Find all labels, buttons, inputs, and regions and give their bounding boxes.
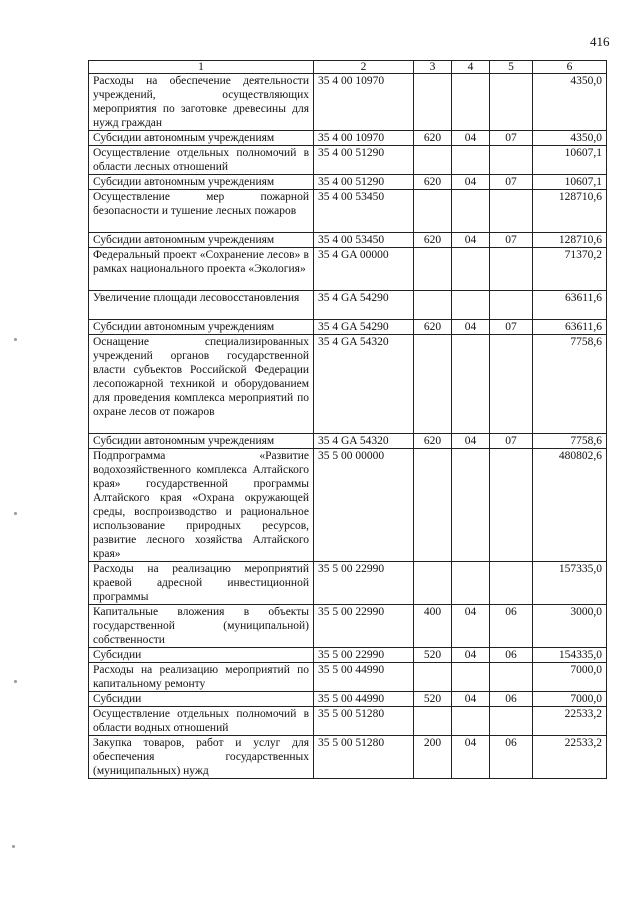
table-row bbox=[89, 648, 607, 663]
subsection-code bbox=[490, 74, 533, 131]
amount: 22533,2 bbox=[533, 707, 607, 736]
expense-type bbox=[414, 449, 452, 562]
row-name: Капитальные вложения в объекты государственной (муниципальной) собственности bbox=[89, 605, 314, 648]
row-name: Субсидии автономным учреждениям bbox=[89, 320, 314, 335]
amount: 3000,0 bbox=[533, 605, 607, 648]
expense-type bbox=[414, 562, 452, 605]
table-row bbox=[89, 320, 607, 335]
row-name: Субсидии bbox=[89, 692, 314, 707]
header-row bbox=[89, 61, 607, 74]
budget-code: 35 4 00 53450 bbox=[314, 190, 414, 233]
row-name: Расходы на реализацию мероприятий краевой адресной инвестиционной программы bbox=[89, 562, 314, 605]
budget-code: 35 4 GA 00000 bbox=[314, 248, 414, 291]
subsection-code: 06 bbox=[490, 736, 533, 779]
amount: 63611,6 bbox=[533, 320, 607, 335]
expense-type bbox=[414, 335, 452, 434]
expense-type: 620 bbox=[414, 233, 452, 248]
table-row bbox=[89, 233, 607, 248]
expense-type: 620 bbox=[414, 434, 452, 449]
row-name: Субсидии bbox=[89, 648, 314, 663]
row-name: Увеличение площади лесовосстановления bbox=[89, 291, 314, 320]
subsection-code bbox=[490, 146, 533, 175]
row-name: Закупка товаров, работ и услуг для обеспечения государственных (муниципальных) нужд bbox=[89, 736, 314, 779]
table-row bbox=[89, 736, 607, 779]
header-cell: 6 bbox=[533, 61, 607, 74]
table-row bbox=[89, 131, 607, 146]
expense-type: 400 bbox=[414, 605, 452, 648]
budget-code: 35 5 00 44990 bbox=[314, 692, 414, 707]
table-row bbox=[89, 562, 607, 605]
budget-code: 35 5 00 00000 bbox=[314, 449, 414, 562]
amount: 10607,1 bbox=[533, 146, 607, 175]
expense-type bbox=[414, 248, 452, 291]
section-code: 04 bbox=[452, 648, 490, 663]
table-row bbox=[89, 248, 607, 291]
expense-type: 200 bbox=[414, 736, 452, 779]
table-row bbox=[89, 707, 607, 736]
subsection-code bbox=[490, 449, 533, 562]
budget-code: 35 5 00 44990 bbox=[314, 663, 414, 692]
subsection-code bbox=[490, 663, 533, 692]
table-row bbox=[89, 605, 607, 648]
section-code bbox=[452, 190, 490, 233]
section-code: 04 bbox=[452, 692, 490, 707]
subsection-code bbox=[490, 707, 533, 736]
expense-type bbox=[414, 146, 452, 175]
expense-type: 520 bbox=[414, 692, 452, 707]
row-name: Расходы на реализацию мероприятий по капитальному ремонту bbox=[89, 663, 314, 692]
table-row bbox=[89, 335, 607, 434]
table-row bbox=[89, 291, 607, 320]
amount: 7000,0 bbox=[533, 663, 607, 692]
expense-type bbox=[414, 190, 452, 233]
amount: 4350,0 bbox=[533, 131, 607, 146]
section-code bbox=[452, 707, 490, 736]
row-name: Субсидии автономным учреждениям bbox=[89, 434, 314, 449]
section-code bbox=[452, 74, 490, 131]
table-row bbox=[89, 692, 607, 707]
expense-type: 520 bbox=[414, 648, 452, 663]
row-name: Субсидии автономным учреждениям bbox=[89, 131, 314, 146]
amount: 7758,6 bbox=[533, 335, 607, 434]
expense-type bbox=[414, 291, 452, 320]
row-name: Осуществление мер пожарной безопасности и тушение лесных пожаров bbox=[89, 190, 314, 233]
expense-type bbox=[414, 663, 452, 692]
row-name: Подпрограмма «Развитие водохозяйственного комплекса Алтайского края» государственной программы Алтайского края «Охрана окружающей среды, воспроизводство и рациональное использование природных ресурсов, развитие лесного хозяйства Алтайского края» bbox=[89, 449, 314, 562]
row-name: Оснащение специализированных учреждений органов государственной власти субъектов Российской Федерации лесопожарной техникой и оборудованием для проведения комплекса мероприятий по охране лесов от пожаров bbox=[89, 335, 314, 434]
budget-code: 35 4 GA 54290 bbox=[314, 291, 414, 320]
budget-code: 35 4 GA 54320 bbox=[314, 335, 414, 434]
row-name: Осуществление отдельных полномочий в области водных отношений bbox=[89, 707, 314, 736]
budget-code: 35 5 00 22990 bbox=[314, 562, 414, 605]
section-code: 04 bbox=[452, 736, 490, 779]
budget-code: 35 4 00 51290 bbox=[314, 146, 414, 175]
subsection-code: 07 bbox=[490, 320, 533, 335]
budget-code: 35 5 00 51280 bbox=[314, 707, 414, 736]
table-row bbox=[89, 449, 607, 562]
amount: 7758,6 bbox=[533, 434, 607, 449]
subsection-code: 07 bbox=[490, 131, 533, 146]
section-code bbox=[452, 248, 490, 291]
budget-code: 35 4 00 10970 bbox=[314, 74, 414, 131]
section-code: 04 bbox=[452, 131, 490, 146]
budget-code: 35 5 00 22990 bbox=[314, 648, 414, 663]
amount: 10607,1 bbox=[533, 175, 607, 190]
header-cell: 3 bbox=[414, 61, 452, 74]
amount: 154335,0 bbox=[533, 648, 607, 663]
budget-code: 35 4 00 51290 bbox=[314, 175, 414, 190]
budget-code: 35 5 00 51280 bbox=[314, 736, 414, 779]
section-code: 04 bbox=[452, 175, 490, 190]
table-row bbox=[89, 175, 607, 190]
amount: 480802,6 bbox=[533, 449, 607, 562]
expense-type bbox=[414, 74, 452, 131]
header-cell: 5 bbox=[490, 61, 533, 74]
row-name: Осуществление отдельных полномочий в области лесных отношений bbox=[89, 146, 314, 175]
subsection-code: 06 bbox=[490, 692, 533, 707]
table-row bbox=[89, 74, 607, 131]
subsection-code bbox=[490, 291, 533, 320]
amount: 4350,0 bbox=[533, 74, 607, 131]
subsection-code: 07 bbox=[490, 434, 533, 449]
header-cell: 1 bbox=[89, 61, 314, 74]
budget-code: 35 5 00 22990 bbox=[314, 605, 414, 648]
expense-type: 620 bbox=[414, 175, 452, 190]
section-code bbox=[452, 562, 490, 605]
section-code bbox=[452, 291, 490, 320]
section-code: 04 bbox=[452, 605, 490, 648]
section-code: 04 bbox=[452, 320, 490, 335]
subsection-code bbox=[490, 190, 533, 233]
amount: 157335,0 bbox=[533, 562, 607, 605]
budget-code: 35 4 GA 54290 bbox=[314, 320, 414, 335]
section-code bbox=[452, 449, 490, 562]
subsection-code bbox=[490, 248, 533, 291]
budget-code: 35 4 00 53450 bbox=[314, 233, 414, 248]
section-code: 04 bbox=[452, 434, 490, 449]
scan-speck bbox=[14, 338, 17, 341]
subsection-code: 07 bbox=[490, 233, 533, 248]
table-row bbox=[89, 663, 607, 692]
scan-speck bbox=[14, 680, 17, 683]
table-row bbox=[89, 146, 607, 175]
amount: 128710,6 bbox=[533, 190, 607, 233]
section-code bbox=[452, 335, 490, 434]
subsection-code bbox=[490, 335, 533, 434]
section-code bbox=[452, 146, 490, 175]
subsection-code: 06 bbox=[490, 648, 533, 663]
row-name: Субсидии автономным учреждениям bbox=[89, 175, 314, 190]
scan-speck bbox=[12, 845, 15, 848]
amount: 63611,6 bbox=[533, 291, 607, 320]
subsection-code bbox=[490, 562, 533, 605]
expense-type: 620 bbox=[414, 131, 452, 146]
budget-code: 35 4 00 10970 bbox=[314, 131, 414, 146]
page-number: 416 bbox=[590, 34, 610, 49]
row-name: Субсидии автономным учреждениям bbox=[89, 233, 314, 248]
amount: 71370,2 bbox=[533, 248, 607, 291]
subsection-code: 07 bbox=[490, 175, 533, 190]
row-name: Расходы на обеспечение деятельности учреждений, осуществляющих мероприятия по заготовке древесины для нужд граждан bbox=[89, 74, 314, 131]
table-row bbox=[89, 434, 607, 449]
budget-code: 35 4 GA 54320 bbox=[314, 434, 414, 449]
subsection-code: 06 bbox=[490, 605, 533, 648]
expense-type: 620 bbox=[414, 320, 452, 335]
section-code bbox=[452, 663, 490, 692]
amount: 128710,6 bbox=[533, 233, 607, 248]
table-row bbox=[89, 190, 607, 233]
budget-table bbox=[88, 60, 607, 779]
amount: 22533,2 bbox=[533, 736, 607, 779]
header-cell: 2 bbox=[314, 61, 414, 74]
amount: 7000,0 bbox=[533, 692, 607, 707]
header-cell: 4 bbox=[452, 61, 490, 74]
scan-speck bbox=[14, 512, 17, 515]
section-code: 04 bbox=[452, 233, 490, 248]
row-name: Федеральный проект «Сохранение лесов» в рамках национального проекта «Экология» bbox=[89, 248, 314, 291]
expense-type bbox=[414, 707, 452, 736]
